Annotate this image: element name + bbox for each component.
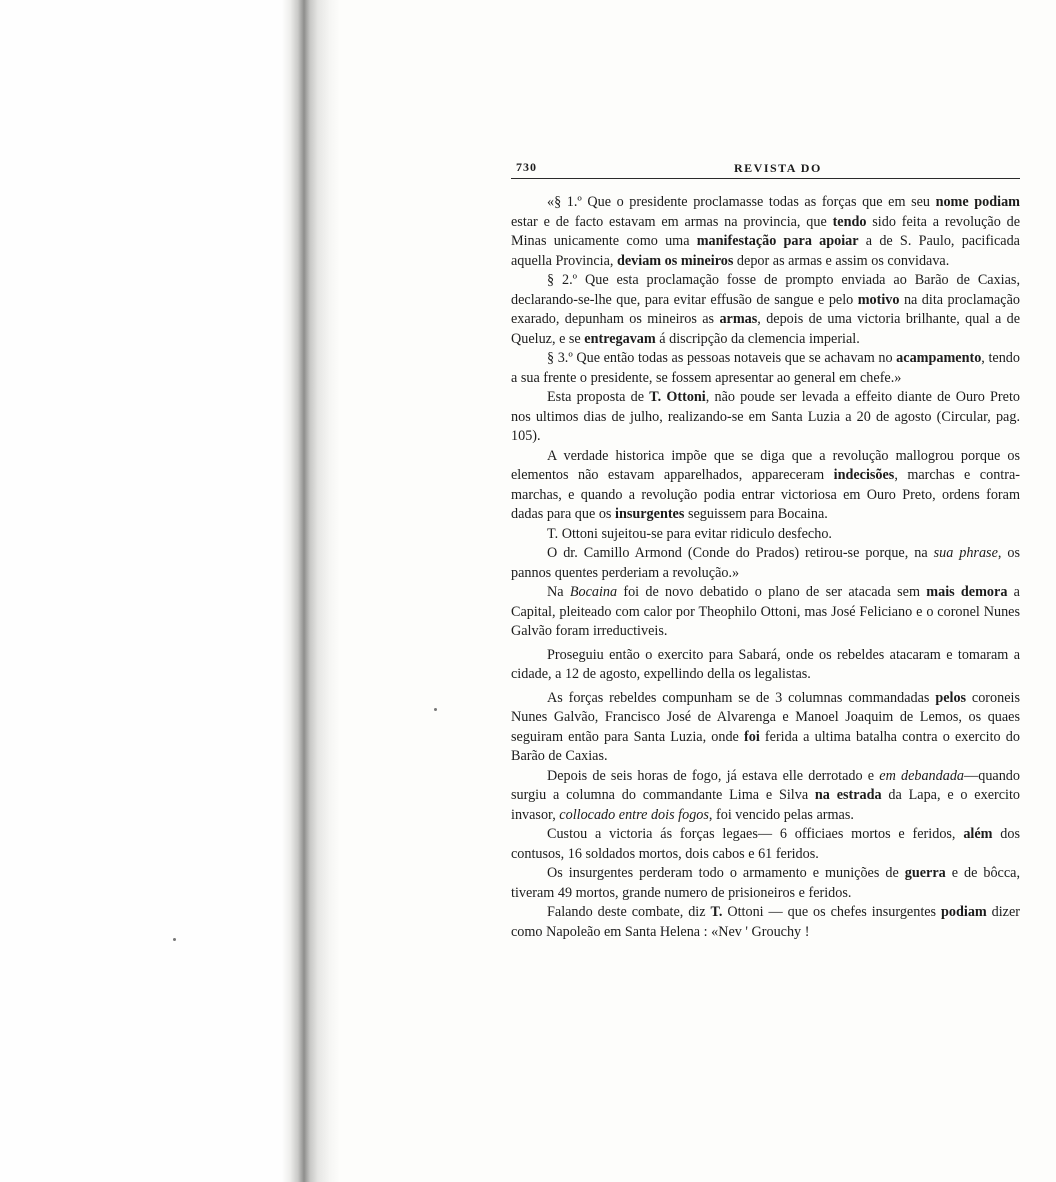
paragraph-p6	[511, 525, 1020, 545]
text-run: coroneis Nunes Galvão, Francisco José de Alvarenga e Manoel Joaquim de Lemos, os quaes seguiram então para Santa Luzia, onde	[511, 689, 1020, 745]
bold-text-run: T. Ottoni	[649, 389, 706, 405]
page-header	[511, 158, 1020, 179]
bold-text-run: deviam os mineiros	[616, 252, 734, 269]
text-run: dizer como Napoleão em Santa Helena : «Nev ' Grouchy !	[511, 904, 1021, 940]
text-run: As forças rebeldes compunham se de 3 columnas commandadas	[547, 689, 936, 706]
paragraph-p2	[511, 271, 1020, 349]
bold-text-run: na estrada	[814, 787, 882, 803]
text-run: e de bôcca, tiveram 49 mortos, grande numero de prisioneiros e feridos.	[511, 865, 1020, 901]
book-page	[511, 158, 1020, 942]
paragraph-p11	[511, 767, 1020, 826]
bold-text-run: foi	[744, 728, 760, 745]
bold-text-run: armas	[719, 311, 758, 327]
text-run: da Lapa, e o exercito invasor,	[511, 787, 1020, 823]
text-run: depor as armas e assim os convidava.	[733, 252, 950, 269]
text-run: , os pannos quentes perderiam a revolução.»	[511, 545, 1020, 581]
bold-text-run: acampamento	[896, 350, 982, 366]
text-run: a de S. Paulo, pacificada aquella Provincia,	[511, 233, 1020, 269]
bold-text-run: manifestação para apoiar	[696, 233, 859, 249]
bold-text-run: motivo	[857, 291, 900, 308]
text-run: A verdade historica impõe que se diga que a revolução mallogrou porque os elementos não estavam apparelhados, appareceram	[511, 447, 1020, 483]
text-run: sido feita a revolução de Minas unicamente como uma	[511, 213, 1020, 249]
italic-text-run: Bocaina	[569, 584, 618, 600]
bold-text-run: nome podiam	[935, 194, 1020, 210]
paragraph-p8	[511, 583, 1020, 642]
text-run: —quando surgiu a columna do commandante Lima e Silva	[511, 767, 1020, 803]
book-gutter	[0, 0, 340, 1182]
text-run: na dita proclamação exarado, depunham os mineiros as	[511, 291, 1020, 327]
text-run: Esta proposta de	[547, 389, 650, 405]
text-run: dos contusos, 16 soldados mortos, dois cabos e 61 feridos.	[511, 826, 1020, 862]
text-run: foi de novo debatido o plano de ser atacada sem	[617, 584, 927, 600]
paper-speck	[173, 938, 176, 941]
text-run: O dr. Camillo Armond (Conde do Prados) retirou-se porque, na	[547, 545, 934, 561]
text-run: T. Ottoni sujeitou-se para evitar ridiculo desfecho.	[547, 525, 832, 542]
bold-text-run: entregavam	[584, 330, 656, 347]
text-run: § 3.º Que então todas as pessoas notaveis que se achavam no	[547, 350, 897, 366]
text-run: «§ 1.º Que o presidente proclamasse todas as forças que em seu	[547, 194, 936, 210]
text-run: , marchas e contra-marchas, e quando a revolução podia entrar victoriosa em Ouro Preto, ordens foram dadas para que os	[511, 467, 1020, 522]
paragraph-p3	[511, 349, 1020, 388]
text-run: Custou a victoria ás forças legaes— 6 officiaes mortos e feridos,	[547, 826, 964, 842]
text-run: Falando deste combate, diz	[547, 904, 711, 920]
paragraph-p7	[511, 544, 1020, 583]
bold-text-run: além	[963, 826, 993, 842]
text-run: Os insurgentes perderam todo o armamento e munições de	[547, 865, 905, 881]
italic-text-run: sua phrase	[933, 545, 998, 561]
paragraph-p1	[511, 193, 1020, 271]
bold-text-run: pelos	[935, 689, 967, 706]
bold-text-run: tendo	[832, 213, 867, 230]
text-run: Proseguiu então o exercito para Sabará, onde os rebeldes atacaram e tomaram a cidade, a 12 de agosto, expellindo della os legalistas.	[511, 646, 1020, 682]
paragraph-p9	[511, 646, 1020, 685]
bold-text-run: T.	[710, 904, 723, 920]
paper-speck	[434, 708, 437, 711]
italic-text-run: em debandada	[879, 767, 965, 784]
page-body	[511, 193, 1020, 942]
text-run: ferida a ultima batalha contra o exercito do Barão de Caxias.	[511, 728, 1020, 764]
paragraph-p13	[511, 864, 1020, 903]
paragraph-p4	[511, 388, 1020, 447]
text-run: , depois de uma victoria brilhante, qual a de Queluz, e se	[511, 311, 1021, 347]
bold-text-run: insurgentes	[615, 506, 685, 522]
bold-text-run: guerra	[904, 865, 946, 881]
text-run: estar e de facto estavam em armas na provincia, que	[511, 213, 833, 230]
text-run: Depois de seis horas de fogo, já estava elle derrotado e	[547, 767, 880, 784]
text-run: § 2.º Que esta proclamação fosse de prompto enviada ao Barão de Caxias, declarando-se-lhe que, para evitar effusão de sangue e pelo	[511, 272, 1020, 308]
italic-text-run: collocado entre dois fogos	[559, 806, 709, 823]
bold-text-run: mais demora	[926, 584, 1008, 600]
paragraph-p12	[511, 825, 1020, 864]
text-run: , não poude ser levada a effeito diante de Ouro Preto nos ultimos dias de julho, realizando-se em Santa Luzia a 20 de agosto (Circular, pag. 105).	[511, 389, 1020, 444]
text-run: a Capital, pleiteado com calor por Theophilo Ottoni, mas José Feliciano e o coronel Nunes Galvão foram irreductiveis.	[511, 584, 1020, 639]
page-number: 730	[516, 160, 537, 174]
paragraph-p10	[511, 689, 1020, 767]
paragraph-p14	[511, 903, 1020, 942]
text-run: á discripção da clemencia imperial.	[655, 330, 860, 347]
running-title: REVISTA DO	[734, 161, 822, 175]
text-run: Ottoni — que os chefes insurgentes	[722, 904, 941, 920]
bold-text-run: indecisões	[833, 467, 895, 483]
text-run: , foi vencido pelas armas.	[708, 806, 854, 823]
bold-text-run: podiam	[941, 904, 987, 920]
paragraph-p5	[511, 447, 1020, 525]
text-run: Na	[547, 584, 570, 600]
text-run: seguissem para Bocaina.	[684, 506, 828, 522]
text-run: , tendo a sua frente o presidente, se fossem apresentar ao general em chefe.»	[511, 350, 1020, 386]
